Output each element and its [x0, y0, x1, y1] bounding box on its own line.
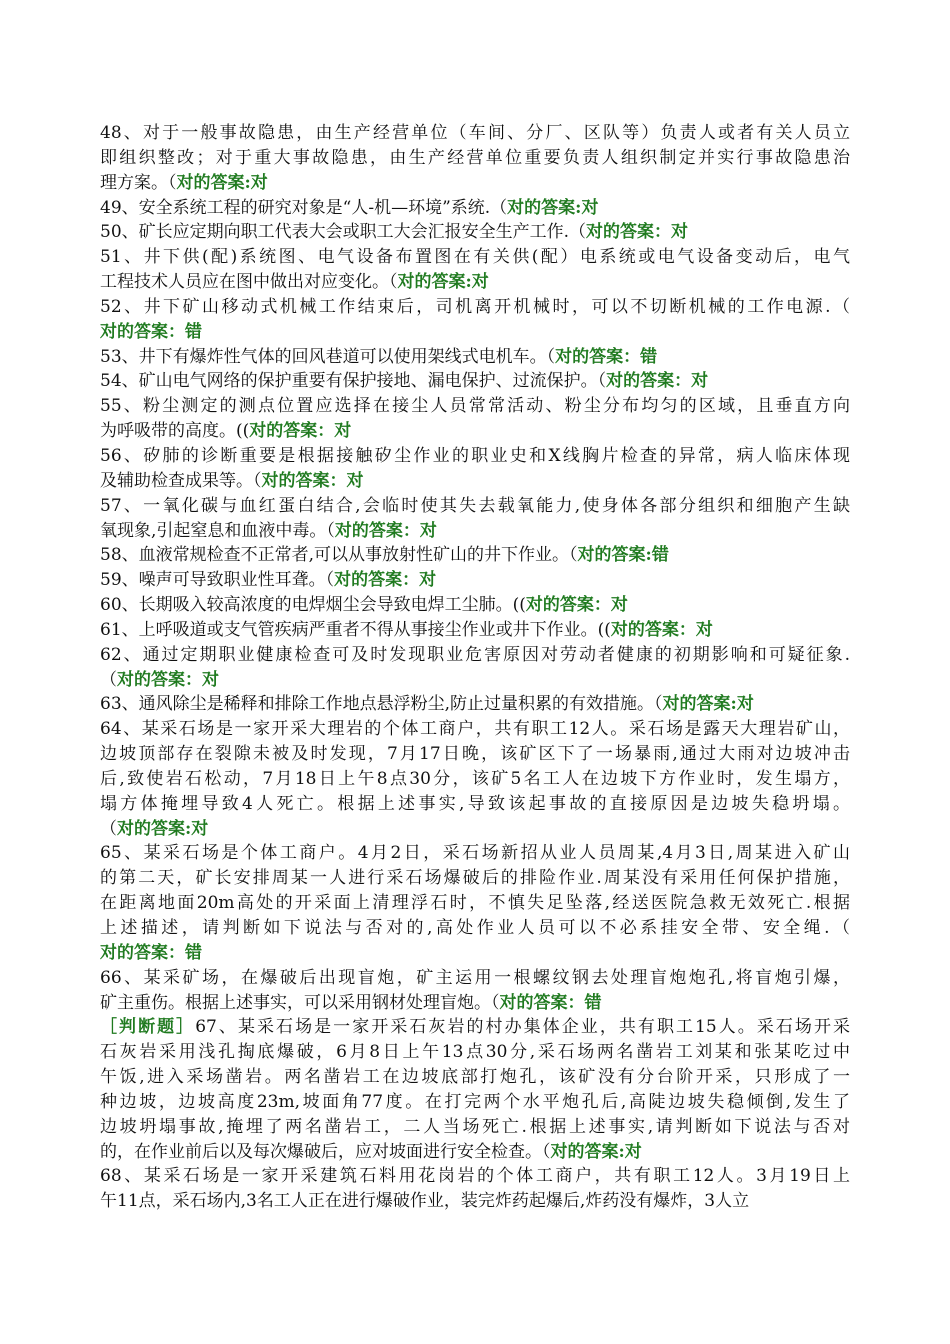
question-line	[100, 369, 850, 394]
question-text: 上述描述，请判断如下说法与否对的,高处作业人员可以不必系挂安全带、安全绳.（	[100, 918, 850, 938]
question-text: 后,致使岩石松动，7月18日上午8点30分，该矿5名工人在边坡下方作业时，发生塌方，	[100, 768, 850, 789]
question-line	[100, 320, 850, 345]
question-line	[100, 792, 850, 817]
question-text: 即组织整改；对于重大事故隐患，由生产经营单位重要负责人组织制定并实行事故隐患治	[100, 147, 850, 168]
question-line	[100, 196, 850, 221]
question-line	[100, 245, 850, 270]
question-text: 58、血液常规检查不正常者,可以从事放射性矿山的井下作业。（	[100, 545, 578, 566]
question-line	[100, 668, 850, 693]
question-line	[100, 394, 850, 419]
question-text: 种边坡，边坡高度23m,坡面角77度。在打完两个水平炮孔后,高陡边坡失稳倾倒,发生了	[100, 1091, 850, 1112]
answer-text: 对的答案:对	[176, 172, 268, 193]
question-text: （	[100, 669, 117, 690]
question-text: 54、矿山电气网络的保护重要有保护接地、漏电保护、过流保护。（	[100, 371, 607, 392]
question-q55	[100, 394, 850, 444]
question-line	[100, 891, 850, 916]
question-line	[100, 1065, 850, 1090]
question-q57	[100, 494, 850, 544]
answer-text: 对的答案：对	[334, 570, 437, 591]
question-text: 在距离地面20m高处的开采面上清理浮石时，不慎失足坠落,经送医院急救无效死亡.根据	[100, 893, 850, 914]
question-q68	[100, 1164, 850, 1214]
answer-text: 对的答案:错	[577, 545, 669, 566]
question-line	[100, 742, 850, 767]
question-text: 50、矿长应定期向职工代表大会或职工大会汇报安全生产工作.（	[100, 222, 587, 243]
question-text: 及辅助检查成果等。（	[100, 470, 262, 491]
question-q60	[100, 593, 850, 618]
answer-text: 对的答案：错	[100, 321, 202, 342]
question-text: 64、某采石场是一家开采大理岩的个体工商户，共有职工12人。采石场是露天大理岩矿山，	[100, 719, 850, 740]
question-q59	[100, 568, 850, 593]
answer-text: 对的答案:对	[550, 1141, 642, 1162]
question-line	[100, 220, 850, 245]
question-line	[100, 1164, 850, 1189]
answer-text: 对的答案：对	[586, 222, 689, 243]
question-text: 67、某采石场是一家开采石灰岩的村办集体企业，共有职工15人。采石场开采	[195, 1017, 851, 1038]
question-line	[100, 767, 850, 792]
question-line	[100, 941, 850, 966]
answer-text: 对的答案:对	[117, 818, 209, 839]
question-text: 矿主重伤。根据上述事实，可以采用钢材处理盲炮。（	[100, 992, 500, 1013]
answer-text: 对的答案：错	[555, 346, 658, 367]
question-text: 边坡坍塌事故,掩埋了两名凿岩工，二人当场死亡.根据上述事实,请判断如下说法与否对	[100, 1116, 850, 1137]
answer-text: 对的答案：对	[249, 421, 352, 442]
question-line	[100, 1090, 850, 1115]
question-line	[100, 866, 850, 891]
question-q50	[100, 220, 850, 245]
question-text: 60、长期吸入较高浓度的电焊烟尘会导致电焊工尘肺。((	[100, 595, 526, 616]
question-text: 石灰岩采用浅孔掏底爆破，6月8日上午13点30分,采石场两名凿岩工刘某和张某吃过中	[100, 1042, 850, 1063]
question-text: 56、矽肺的诊断重要是根据接触矽尘作业的职业史和X线胸片检查的异常，病人临床体现	[100, 445, 850, 466]
question-text: 68、某采石场是一家开采建筑石料用花岗岩的个体工商户，共有职工12人。3月19日上	[100, 1166, 850, 1187]
question-text: 理方案。（	[100, 172, 177, 193]
question-line	[100, 991, 850, 1016]
question-line	[100, 643, 850, 668]
answer-text: 对的答案：对	[525, 595, 628, 616]
question-text: 65、某采石场是个体工商户。4月2日，采石场新招从业人员周某,4月3日,周某进入矿山	[100, 843, 850, 864]
question-q49	[100, 196, 850, 221]
question-q66	[100, 966, 850, 1016]
question-line	[100, 121, 850, 146]
question-text: 工程技术人员应在图中做出对应变化。（	[100, 272, 398, 293]
question-line	[100, 1189, 850, 1214]
question-line	[100, 171, 850, 196]
answer-text: 对的答案:对	[397, 272, 489, 293]
answer-text: 对的答案：对	[261, 470, 364, 491]
question-line	[100, 270, 850, 295]
question-text: 57、一氧化碳与血红蛋白结合,会临时使其失去载氧能力,使身体各部分组织和细胞产生缺	[100, 495, 850, 516]
question-line	[100, 966, 850, 991]
question-line	[100, 146, 850, 171]
question-text: 59、噪声可导致职业性耳聋。（	[100, 570, 335, 591]
question-line	[100, 1040, 850, 1065]
answer-text: 对的答案:对	[507, 197, 599, 218]
question-q63	[100, 692, 850, 717]
answer-text: 对的答案：错	[100, 942, 202, 963]
question-q52	[100, 295, 850, 345]
question-text: 62、通过定期职业健康检查可及时发现职业危害原因对劳动者健康的初期影响和可疑征象.	[100, 644, 850, 665]
question-line	[100, 1140, 850, 1165]
question-line	[100, 817, 850, 842]
question-text: 的，在作业前后以及每次爆破后，应对坡面进行安全检查。（	[100, 1141, 551, 1162]
question-line	[100, 916, 850, 941]
question-line	[100, 1115, 850, 1140]
answer-text: 对的答案：对	[117, 669, 219, 690]
question-q58	[100, 543, 850, 568]
question-text: 55、粉尘测定的测点位置应选择在接尘人员常常活动、粉尘分布均匀的区域，且垂直方向	[100, 396, 850, 417]
question-line	[100, 568, 850, 593]
question-q64	[100, 717, 850, 841]
question-text: 午饭,进入采场凿岩。两名凿岩工在边坡底部打炮孔，该矿没有分台阶开采，只形成了一	[100, 1067, 850, 1088]
question-text: 49、安全系统工程的研究对象是“人-机—环境”系统.（	[100, 197, 508, 218]
question-text: 52、井下矿山移动式机械工作结束后，司机离开机械时，可以不切断机械的工作电源.（	[100, 296, 850, 317]
question-text: 边坡顶部存在裂隙未被及时发现，7月17日晚，该矿区下了一场暴雨,通过大雨对边坡冲击	[100, 744, 850, 765]
question-line	[100, 295, 850, 320]
question-line	[100, 419, 850, 444]
question-line	[100, 841, 850, 866]
question-text: 塌方体掩埋导致4人死亡。根据上述事实,导致该起事故的直接原因是边坡失稳坍塌。	[100, 793, 850, 814]
question-text: 51、井下供(配)系统图、电气设备布置图在有关供(配）电系统或电气设备变动后，电气	[100, 247, 850, 268]
answer-text: 对的答案：对	[610, 619, 713, 640]
question-q48	[100, 121, 850, 196]
question-line	[100, 717, 850, 742]
question-text: 氧现象,引起窒息和血液中毒。（	[100, 520, 335, 541]
question-q67	[100, 1015, 850, 1164]
question-q65	[100, 841, 850, 965]
answer-text: 对的答案：错	[499, 992, 602, 1013]
question-q53	[100, 345, 850, 370]
question-line	[100, 1015, 850, 1040]
question-line	[100, 692, 850, 717]
question-text: 的第二天，矿长安排周某一人进行采石场爆破后的排险作业.周某没有采用任何保护措施，	[100, 868, 850, 889]
question-text: 48、对于一般事故隐患，由生产经营单位（车间、分厂、区队等）负责人或者有关人员立	[100, 123, 850, 143]
question-text: 66、某采矿场，在爆破后出现盲炮，矿主运用一根螺纹钢去处理盲炮炮孔,将盲炮引爆，	[100, 967, 850, 988]
answer-text: 对的答案：对	[334, 520, 437, 541]
answer-text: 对的答案:对	[662, 694, 754, 715]
question-line	[100, 494, 850, 519]
question-line	[100, 593, 850, 618]
question-line	[100, 519, 850, 544]
answer-text: 对的答案：对	[606, 371, 709, 392]
question-type-tag: ［判断题］	[100, 1017, 196, 1038]
question-text: 午11点，采石场内,3名工人正在进行爆破作业，装完炸药起爆后,炸药没有爆炸，3人立	[100, 1191, 750, 1212]
question-text: 63、通风除尘是稀释和排除工作地点悬浮粉尘,防止过量积累的有效措施。（	[100, 694, 663, 715]
question-line	[100, 618, 850, 643]
question-line	[100, 543, 850, 568]
question-text: 61、上呼吸道或支气管疾病严重者不得从事接尘作业或井下作业。((	[100, 619, 611, 640]
question-text: 为呼吸带的高度。((	[100, 421, 250, 442]
question-line	[100, 469, 850, 494]
question-q62	[100, 643, 850, 693]
question-line	[100, 444, 850, 469]
question-text: （	[100, 818, 117, 839]
question-text: 53、井下有爆炸性气体的回风巷道可以使用架线式电机车。（	[100, 346, 556, 367]
question-q54	[100, 369, 850, 394]
question-q61	[100, 618, 850, 643]
question-line	[100, 345, 850, 370]
question-q51	[100, 245, 850, 295]
question-q56	[100, 444, 850, 494]
document-page	[100, 121, 850, 1214]
